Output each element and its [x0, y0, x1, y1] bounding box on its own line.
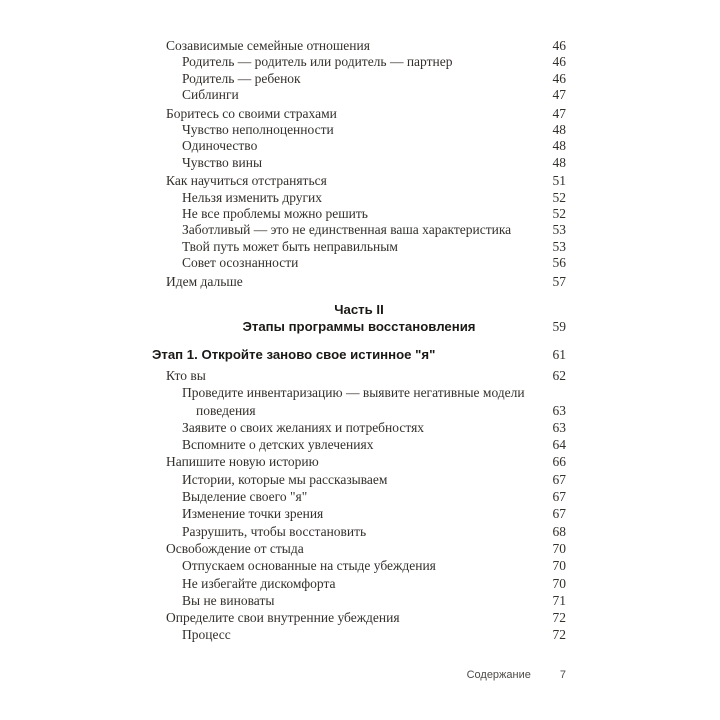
toc-entry-page: 47	[552, 105, 566, 121]
toc-entry-title: Кто вы	[166, 367, 206, 383]
part-title: Этапы программы восстановления	[242, 319, 476, 335]
toc-entry	[152, 488, 566, 505]
toc-entry-title: Заявите о своих желаниях и потребностях	[182, 419, 425, 435]
page-footer	[152, 669, 566, 681]
toc-entry	[152, 523, 566, 540]
toc-entry-title: Созависимые семейные отношения	[166, 38, 370, 53]
toc-entry	[152, 575, 566, 592]
toc-entry-page: 48	[552, 154, 566, 170]
toc-entry-page: 48	[552, 138, 566, 154]
toc-entry	[152, 155, 566, 171]
part-page: 59	[552, 319, 566, 335]
toc-entry-page: 48	[552, 122, 566, 138]
toc-entry-title: Освобождение от стыда	[166, 540, 304, 556]
toc-entry-title: Заботливый — это не единственная ваша характеристика	[182, 222, 512, 238]
toc-entry-page: 71	[552, 592, 566, 608]
toc-entry-title: Сиблинги	[182, 87, 239, 103]
toc-entry-page: 53	[552, 238, 566, 254]
toc-entry-title: Родитель — родитель или родитель — партнер	[182, 54, 453, 70]
toc-section-part1	[152, 38, 566, 290]
part-header	[152, 301, 566, 336]
toc-entry-page: 64	[552, 437, 566, 453]
toc-entry-title: Чувство неполноценности	[182, 122, 334, 138]
footer-section-label: Содержание	[466, 668, 531, 681]
toc-entry-page: 62	[552, 367, 566, 383]
toc-entry-title: Чувство вины	[182, 154, 263, 170]
toc-entry-title: Одиночество	[182, 138, 258, 154]
toc-entry-page: 57	[552, 273, 566, 289]
toc-entry-page: 53	[552, 222, 566, 238]
toc-entry	[152, 222, 566, 238]
toc-entry-title: Изменение точки зрения	[182, 506, 324, 522]
toc-entry	[152, 206, 566, 222]
toc-entry-title: Родитель — ребенок	[182, 70, 301, 86]
toc-entry-title: Твой путь может быть неправильным	[182, 238, 398, 254]
table-of-contents	[152, 38, 566, 681]
toc-entry-title: Боритесь со своими страхами	[166, 105, 337, 121]
toc-entry	[152, 367, 566, 384]
toc-entry-title: Нельзя изменить других	[182, 189, 323, 205]
toc-entry	[152, 239, 566, 255]
toc-entry-page: 67	[552, 489, 566, 505]
toc-entry-title: Совет осознанности	[182, 255, 299, 271]
toc-entry-page: 46	[552, 38, 566, 53]
toc-entry	[152, 87, 566, 103]
toc-entry-page: 72	[552, 627, 566, 643]
toc-entry-title: Не избегайте дискомфорта	[182, 575, 336, 591]
toc-entry-page: 63	[552, 402, 566, 418]
toc-entry-title: Выделение своего "я"	[182, 489, 308, 505]
toc-section-part2	[152, 346, 566, 644]
toc-entry	[152, 255, 566, 271]
toc-entry-title: Как научиться отстраняться	[166, 173, 327, 189]
toc-entry	[152, 190, 566, 206]
toc-entry	[152, 106, 566, 122]
toc-entry-page: 68	[552, 523, 566, 539]
toc-entry	[152, 609, 566, 626]
toc-entry-page: 46	[552, 70, 566, 86]
toc-entry-page: 52	[552, 206, 566, 222]
toc-entry-title: Разрушить, чтобы восстановить	[182, 523, 367, 539]
toc-entry-title: Отпускаем основанные на стыде убеждения	[182, 558, 436, 574]
toc-entry	[152, 453, 566, 470]
toc-entry	[152, 173, 566, 189]
toc-entry	[152, 540, 566, 557]
toc-entry-page: 51	[552, 173, 566, 189]
toc-entry-title: Проведите инвентаризацию — выявите негативные модели поведения	[182, 385, 525, 418]
toc-entry-page: 67	[552, 506, 566, 522]
toc-entry	[152, 557, 566, 574]
toc-entry	[152, 592, 566, 609]
toc-entry	[152, 471, 566, 488]
footer-page-number: 7	[559, 668, 566, 681]
toc-entry-page: 63	[552, 419, 566, 435]
toc-entry-page: 46	[552, 54, 566, 70]
toc-entry-title: Определите свои внутренние убеждения	[166, 610, 400, 626]
toc-entry	[152, 274, 566, 290]
toc-entry-title: Процесс	[182, 627, 231, 643]
toc-entry-title: Вспомните о детских увлечениях	[182, 437, 374, 453]
toc-entry-page: 52	[552, 189, 566, 205]
toc-entry	[152, 122, 566, 138]
toc-entry-chapter	[152, 346, 566, 363]
toc-entry	[152, 54, 566, 70]
part-title-line	[152, 318, 566, 335]
toc-entry-page: 72	[552, 610, 566, 626]
toc-entry	[152, 71, 566, 87]
toc-entry-title: Идем дальше	[166, 273, 243, 289]
toc-entry-title: Истории, которые мы рассказываем	[182, 471, 388, 487]
toc-entry-title: Напишите новую историю	[166, 454, 319, 470]
toc-entry-page: 66	[552, 454, 566, 470]
toc-entry-page: 47	[552, 87, 566, 103]
toc-entry	[152, 384, 566, 419]
toc-entry	[152, 38, 566, 54]
toc-entry-title: Этап 1. Откройте заново свое истинное "я"	[152, 346, 436, 362]
toc-entry-page: 70	[552, 558, 566, 574]
toc-entry	[152, 138, 566, 154]
toc-entry-page: 70	[552, 575, 566, 591]
part-number: Часть II	[334, 302, 384, 318]
toc-entry	[152, 626, 566, 643]
toc-entry	[152, 505, 566, 522]
toc-entry-page: 61	[552, 346, 566, 362]
toc-entry-title: Вы не виноваты	[182, 592, 275, 608]
toc-entry-page: 56	[552, 255, 566, 271]
toc-entry-page: 70	[552, 540, 566, 556]
toc-entry	[152, 436, 566, 453]
toc-entry-title: Не все проблемы можно решить	[182, 206, 368, 222]
toc-entry	[152, 419, 566, 436]
toc-entry-page: 67	[552, 471, 566, 487]
